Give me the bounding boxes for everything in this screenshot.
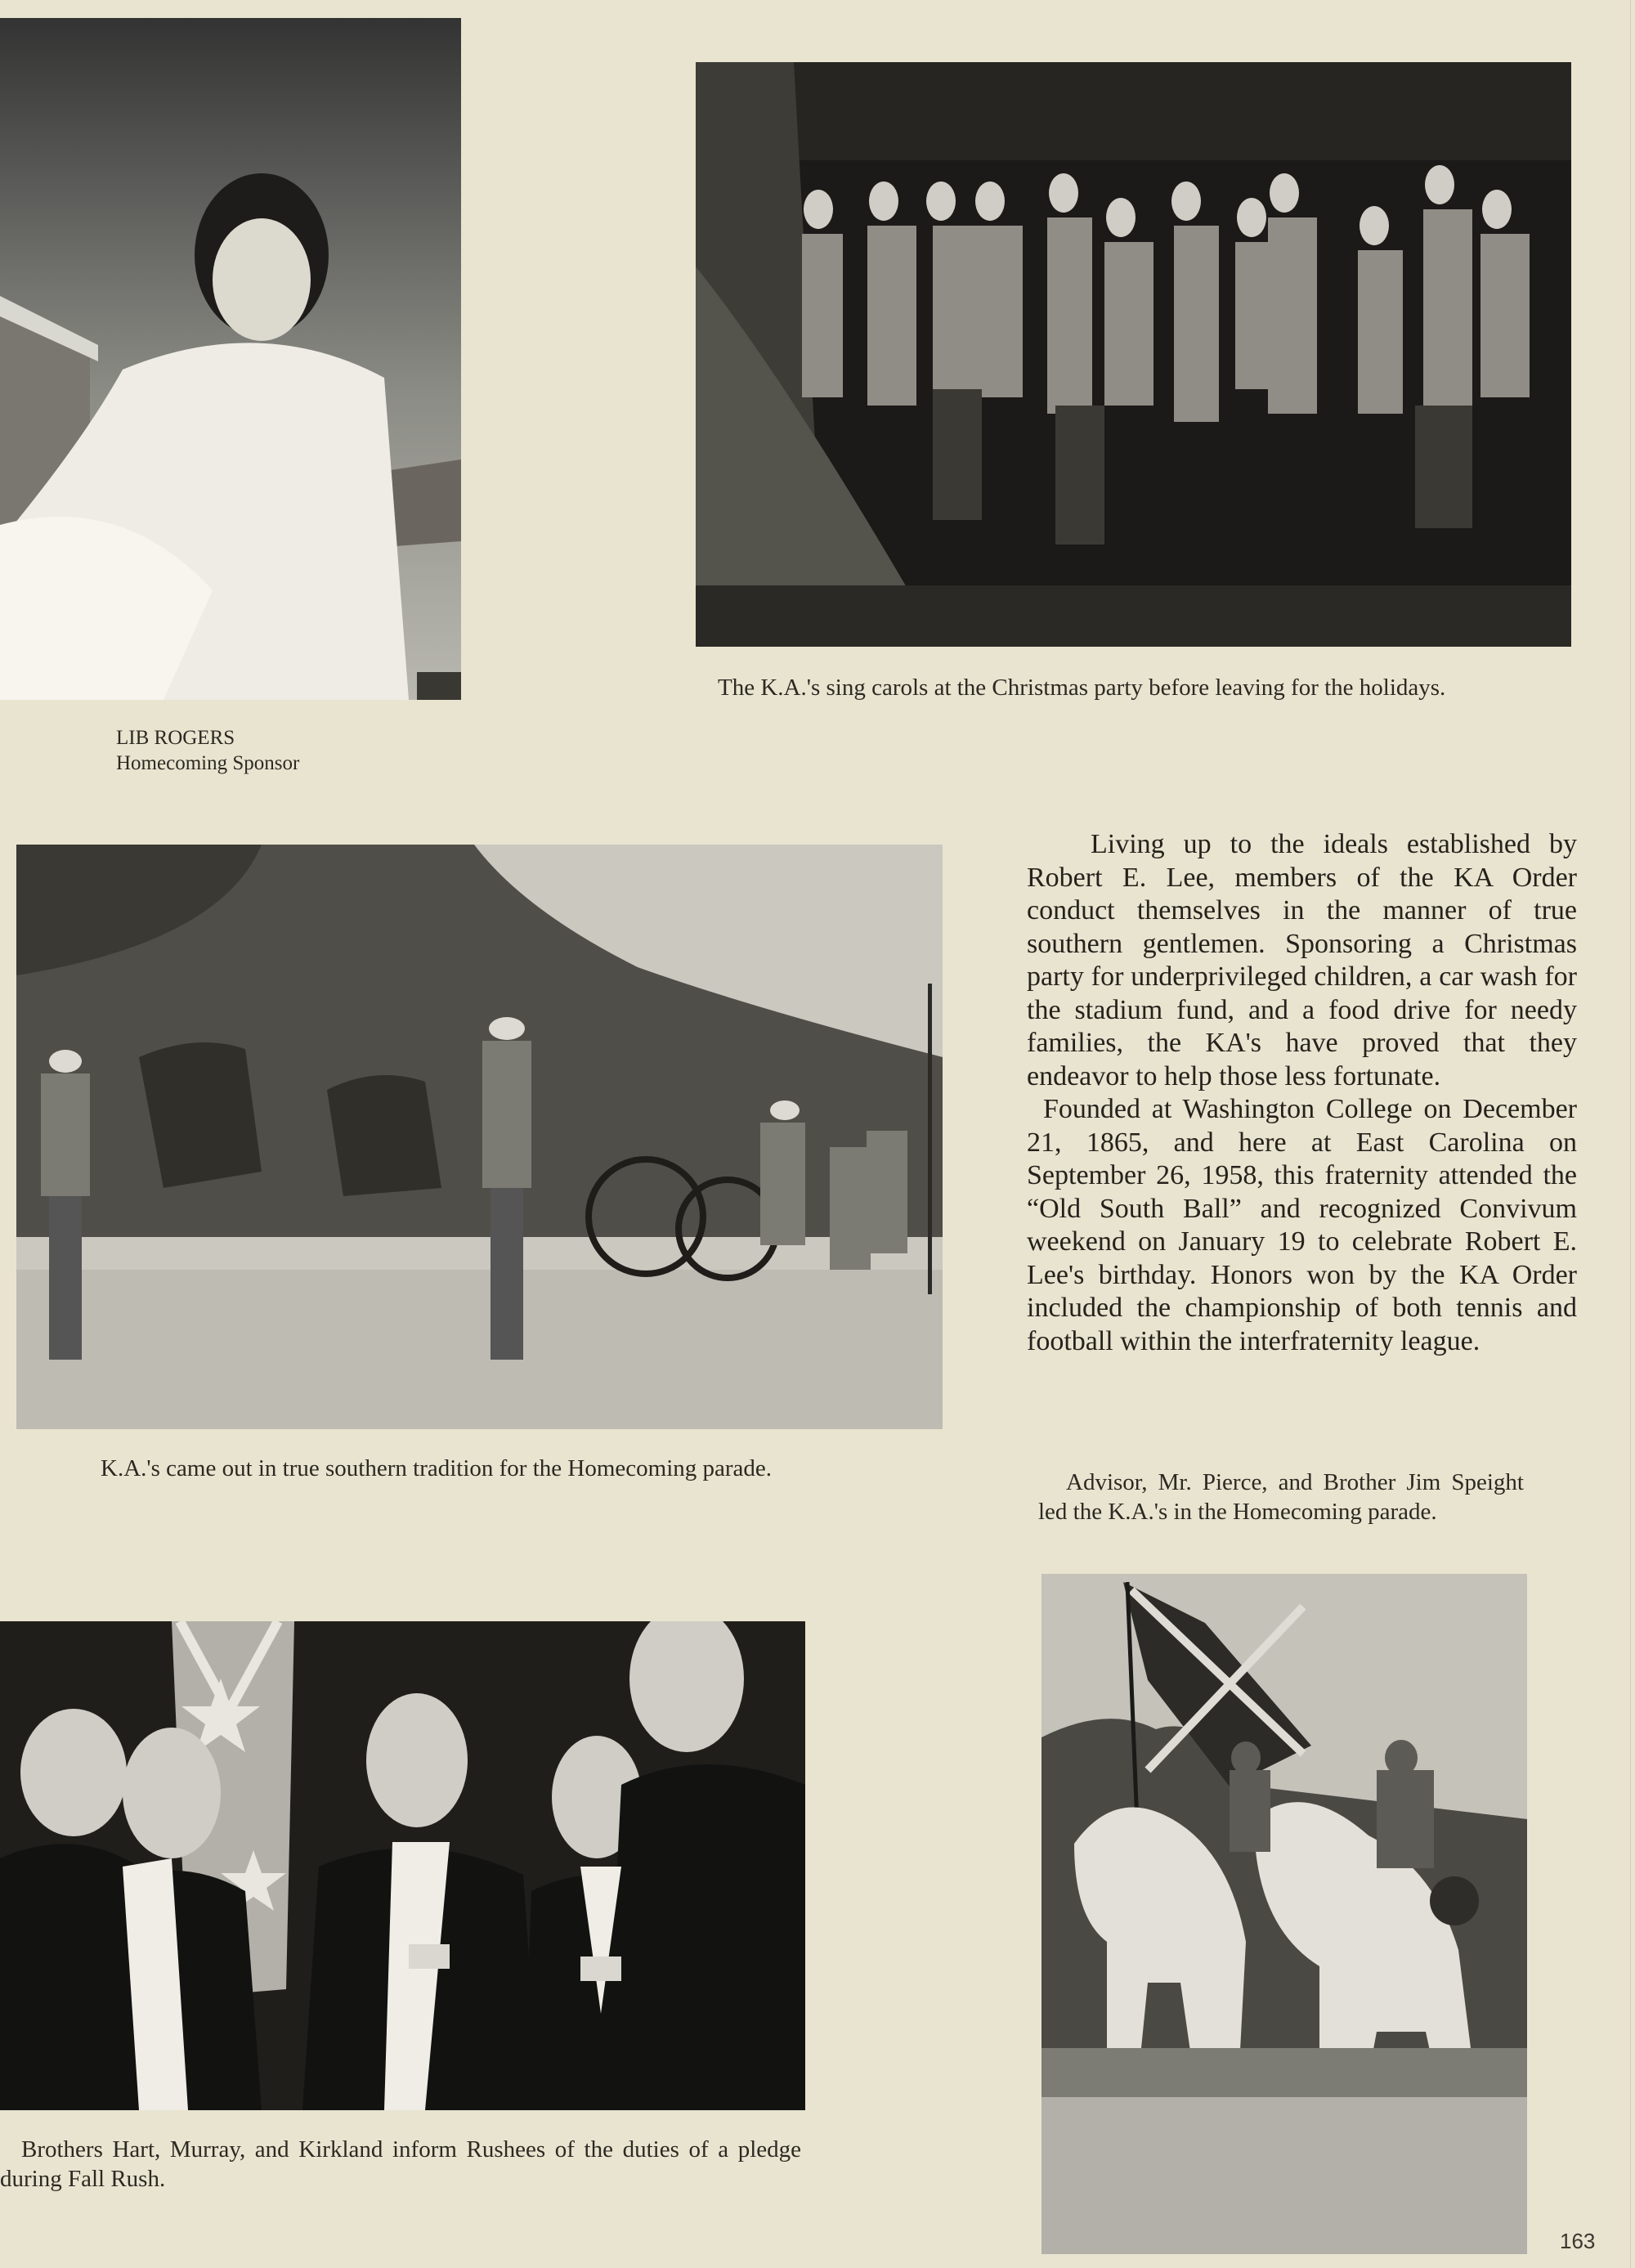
sponsor-photo: [0, 18, 461, 700]
homecoming-parade-caption: K.A.'s came out in true southern tradition for the Homecoming parade.: [101, 1455, 773, 1481]
sponsor-title: Homecoming Sponsor: [116, 752, 300, 774]
christmas-party-caption: The K.A.'s sing carols at the Christmas party before leaving for the holidays.: [718, 675, 1446, 701]
fall-rush-photo: [0, 1621, 805, 2110]
horse-riders-photo: [1041, 1574, 1527, 2254]
article-paragraph-1: Living up to the ideals established by Robert E. Lee, members of the KA Order conduct themselves in the manner of true southern gentlemen. Sponsoring a Christmas party for underprivileged children, a car wash for the stadium fund, and a food drive for needy families, the KA's have proved that they endeavor to help those less fortunate.: [1027, 829, 1577, 1091]
article-body: [1027, 828, 1577, 1358]
sponsor-caption: [116, 725, 299, 776]
homecoming-parade-photo: [16, 845, 943, 1429]
page-edge: [1630, 0, 1631, 2268]
advisor-caption: Advisor, Mr. Pierce, and Brother Jim Speight led the K.A.'s in the Homecoming parade.: [1038, 1469, 1524, 1525]
sponsor-name: LIB ROGERS: [116, 727, 235, 749]
christmas-party-photo: [696, 62, 1571, 647]
article-paragraph-2: Founded at Washington College on December 21, 1865, and here at East Carolina on September 26, 1958, this fraternity attended the “Old South Ball” and recognized Convivum weekend on January 19 to celebrate Robert E. Lee's birthday. Honors won by the KA Order included the championship of both tennis and football within the interfraternity league.: [1027, 1094, 1577, 1356]
page-number: 163: [1560, 2229, 1596, 2253]
fall-rush-caption: Brothers Hart, Murray, and Kirkland inform Rushees of the duties of a pledge during Fall Rush.: [0, 2136, 801, 2192]
